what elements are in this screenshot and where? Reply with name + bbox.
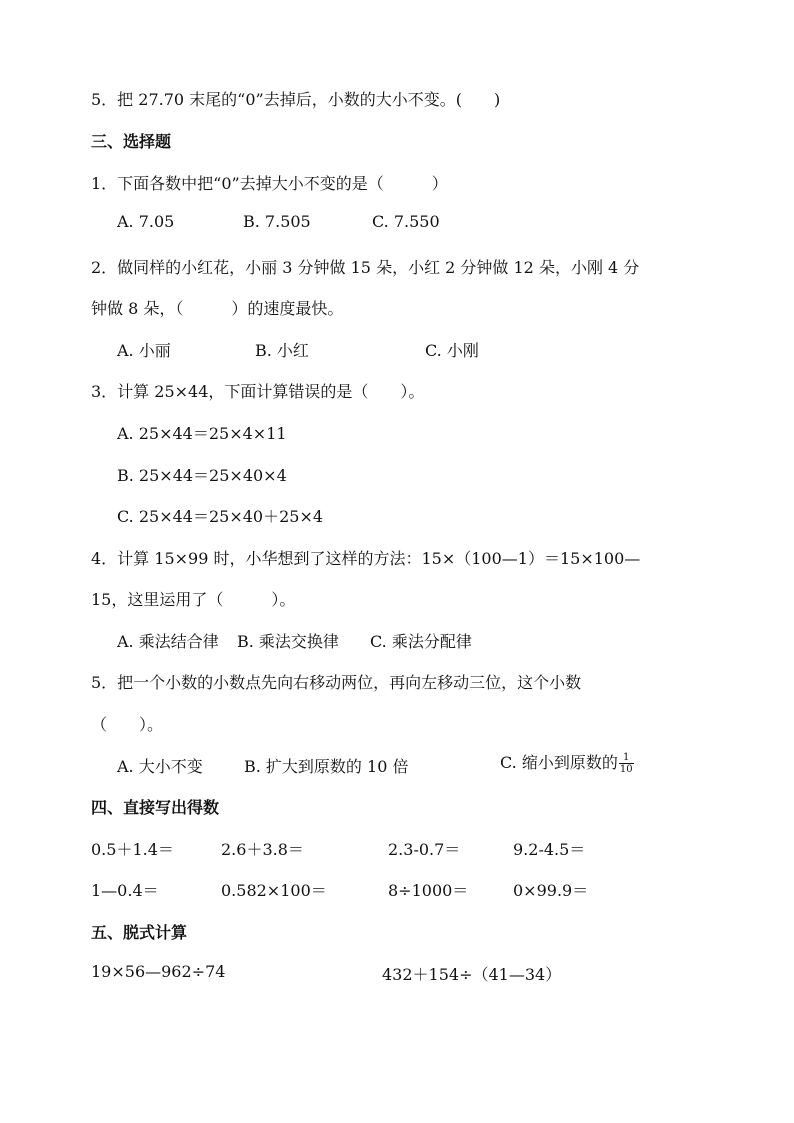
choice-q5-option-c bbox=[500, 750, 634, 775]
choice-q3-option-b: B. 25×44＝25×40×4 bbox=[117, 466, 287, 485]
mental-math-item: 2.6＋3.8＝ bbox=[221, 840, 304, 859]
choice-q4-option-c: C. 乘法分配律 bbox=[370, 632, 472, 651]
mental-math-item: 8÷1000＝ bbox=[388, 881, 469, 900]
mental-math-item: 0×99.9＝ bbox=[513, 881, 589, 900]
mental-math-item: 1—0.4＝ bbox=[91, 881, 159, 900]
choice-q5-option-b: B. 扩大到原数的 10 倍 bbox=[244, 757, 409, 776]
choice-q3-option-c: C. 25×44＝25×40＋25×4 bbox=[117, 507, 324, 526]
choice-q1-option-b: B. 7.505 bbox=[243, 212, 311, 231]
choice-q5-text-line2: （ ）。 bbox=[91, 715, 164, 734]
step-calculation-item: 19×56—962÷74 bbox=[91, 962, 226, 981]
mental-math-item: 0.5＋1.4＝ bbox=[91, 840, 174, 859]
choice-q5-text-line1: 5．把一个小数的小数点先向右移动两位，再向左移动三位，这个小数 bbox=[91, 673, 582, 692]
choice-q1-option-c: C. 7.550 bbox=[372, 212, 440, 231]
section-4-heading: 四、直接写出得数 bbox=[91, 798, 220, 817]
choice-q3-text: 3．计算 25×44，下面计算错误的是（ ）。 bbox=[91, 382, 425, 401]
fraction-numerator: 1 bbox=[619, 752, 634, 764]
mental-math-item: 9.2-4.5＝ bbox=[513, 840, 586, 859]
choice-q4-text-line2: 15，这里运用了（ ）。 bbox=[91, 590, 296, 609]
choice-q1-option-a: A. 7.05 bbox=[117, 212, 175, 231]
choice-q2-text-line2: 钟做 8 朵，（ ）的速度最快。 bbox=[91, 299, 344, 318]
fraction-one-tenth bbox=[619, 752, 634, 775]
choice-q1-text: 1．下面各数中把“0”去掉大小不变的是（ ） bbox=[91, 174, 448, 193]
choice-q2-option-c: C. 小刚 bbox=[425, 341, 479, 360]
choice-q2-option-a: A. 小丽 bbox=[117, 341, 171, 360]
step-calculation-item: 432＋154÷（41—34） bbox=[382, 965, 562, 984]
choice-q5-option-a: A. 大小不变 bbox=[117, 757, 203, 776]
section-5-heading: 五、脱式计算 bbox=[91, 923, 188, 942]
choice-q5-option-c-text: C. 缩小到原数的 bbox=[500, 753, 618, 772]
choice-q2-option-b: B. 小红 bbox=[255, 341, 309, 360]
choice-q4-option-a: A. 乘法结合律 bbox=[117, 632, 219, 651]
mental-math-item: 0.582×100＝ bbox=[221, 881, 327, 900]
section-3-heading: 三、选择题 bbox=[91, 132, 172, 151]
choice-q2-text-line1: 2．做同样的小红花，小丽 3 分钟做 15 朵，小红 2 分钟做 12 朵，小刚 4 分 bbox=[91, 258, 640, 277]
mental-math-item: 2.3-0.7＝ bbox=[388, 840, 461, 859]
choice-q3-option-a: A. 25×44＝25×4×11 bbox=[117, 424, 287, 443]
choice-q4-option-b: B. 乘法交换律 bbox=[237, 632, 339, 651]
question-5-true-false: 5．把 27.70 末尾的“0”去掉后，小数的大小不变。( ) bbox=[91, 90, 501, 109]
choice-q4-text-line1: 4．计算 15×99 时，小华想到了这样的方法：15×（100—1）＝15×100— bbox=[91, 549, 641, 568]
fraction-denominator: 10 bbox=[619, 764, 633, 775]
